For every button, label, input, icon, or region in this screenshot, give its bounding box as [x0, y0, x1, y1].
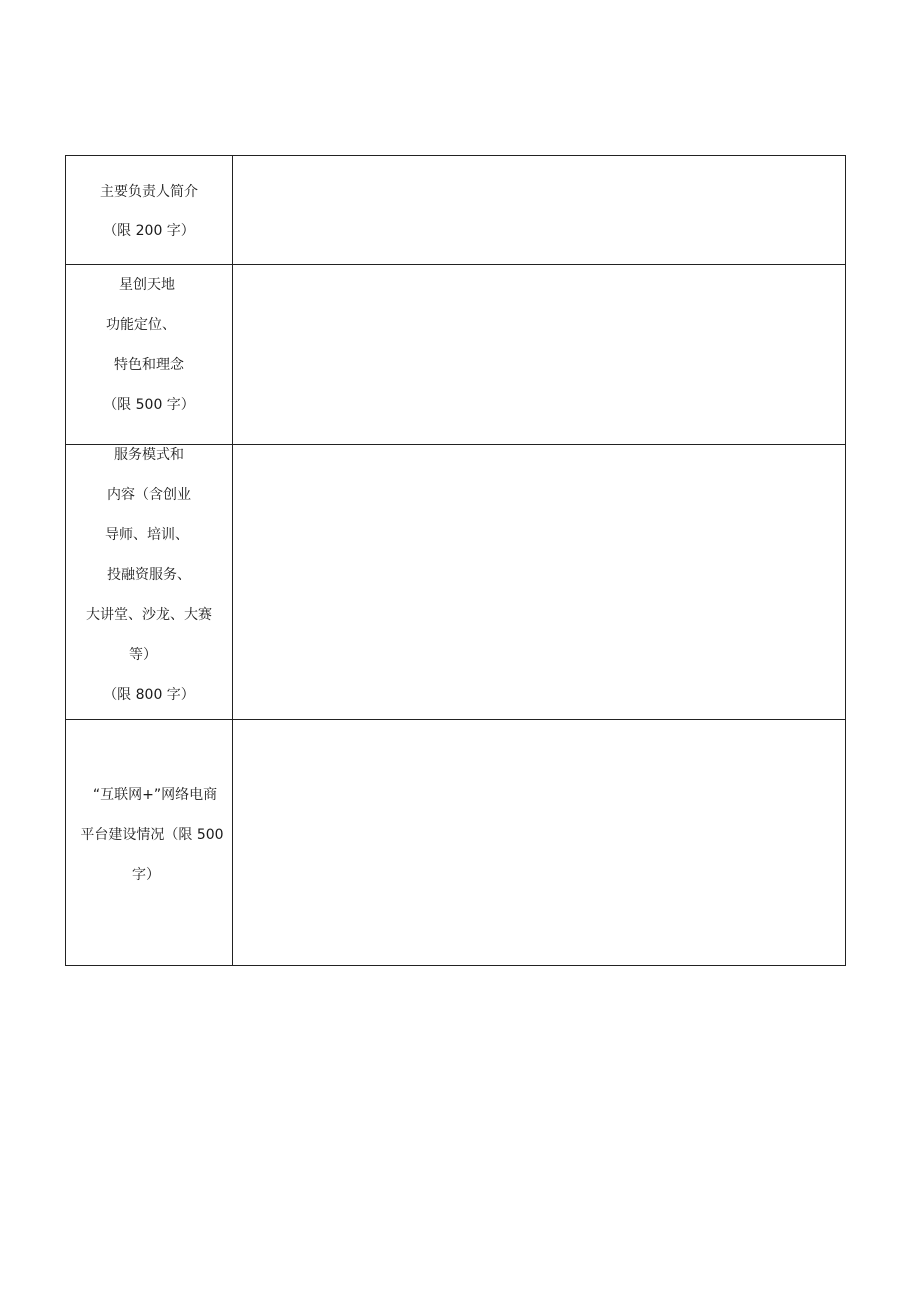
label-line: 服务模式和 — [114, 447, 184, 463]
form-row-ecommerce — [66, 720, 846, 966]
form-row-service-model — [66, 445, 846, 720]
form-row-leader-intro — [66, 156, 846, 265]
label-line: 大讲堂、沙龙、大赛 — [86, 607, 212, 623]
label-line: （限 800 字） — [103, 687, 195, 703]
label-line: 投融资服务、 — [107, 567, 191, 583]
label-line: 星创天地 — [119, 277, 175, 293]
label-cell-ecommerce — [66, 720, 233, 966]
label-line: 内容（含创业 — [107, 487, 191, 503]
label-line: 导师、培训、 — [105, 527, 189, 543]
label-line: （限 500 字） — [103, 397, 195, 413]
input-cell-service-model[interactable] — [233, 445, 846, 720]
application-form-table — [65, 155, 846, 966]
input-cell-positioning[interactable] — [233, 265, 846, 445]
label-line: 特色和理念 — [114, 357, 184, 373]
label-line: 主要负责人简介 — [100, 184, 198, 200]
label-line: 平台建设情况（限 500 — [80, 827, 224, 843]
label-cell-positioning — [66, 265, 233, 445]
label-line: 功能定位、 — [106, 317, 176, 333]
label-cell-service-model — [66, 445, 233, 720]
form-row-positioning — [66, 265, 846, 445]
input-cell-ecommerce[interactable] — [233, 720, 846, 966]
input-cell-leader-intro[interactable] — [233, 156, 846, 265]
label-cell-leader-intro — [66, 156, 233, 265]
label-line: 字） — [132, 867, 160, 883]
label-line: 等） — [129, 647, 157, 663]
label-line: “互联网+”网络电商 — [92, 787, 218, 803]
label-line: （限 200 字） — [103, 223, 195, 239]
